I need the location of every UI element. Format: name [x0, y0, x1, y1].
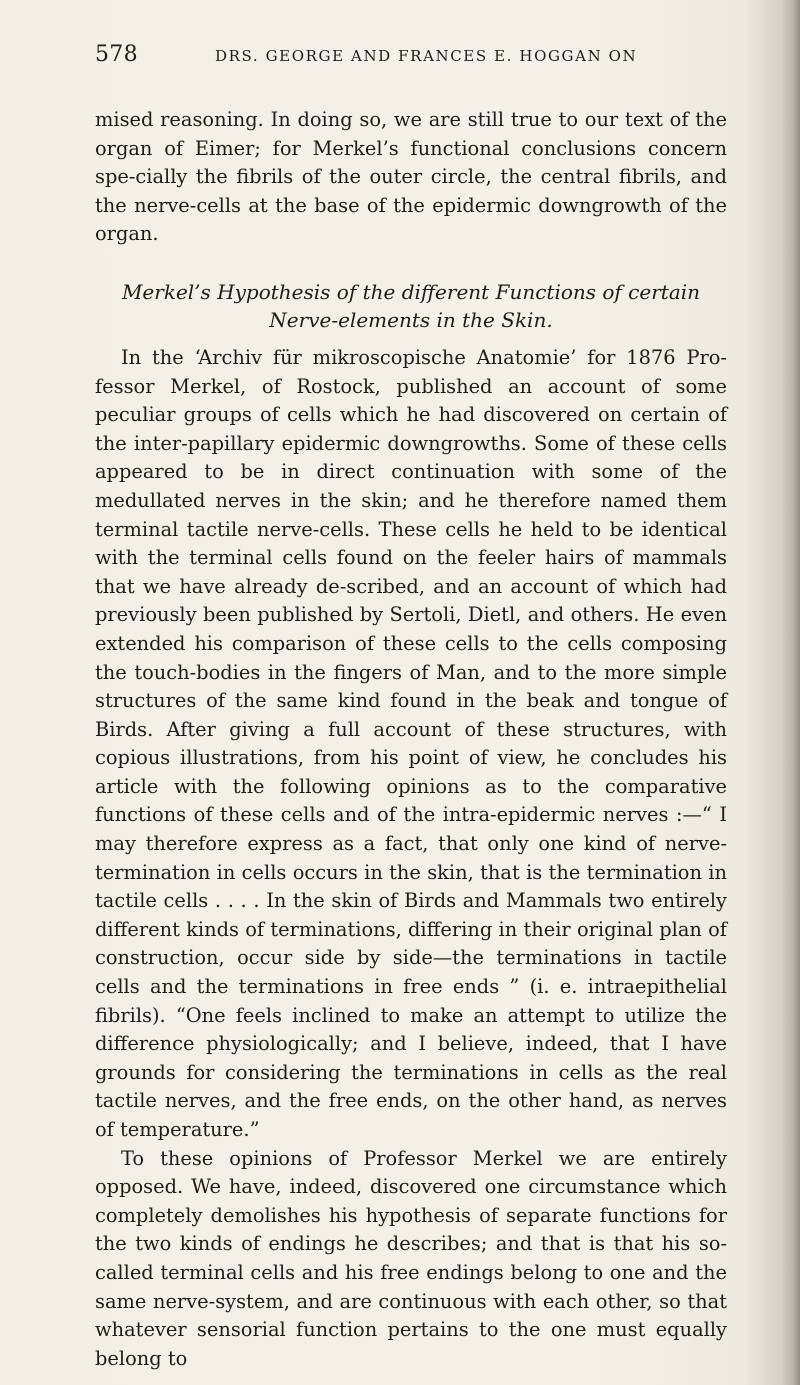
page-header: [95, 40, 725, 74]
page-edge-shadow: [782, 0, 800, 1385]
running-head: DRS. GEORGE AND FRANCES E. HOGGAN ON: [215, 47, 638, 65]
paragraph-merkel-archiv: In the ‘Archiv für mikroscopische Anatomie’ for 1876 Pro-fessor Merkel, of Rostock, published an account of some peculiar groups of cells which he had discovered on certain of the inter-papillary epidermic downgrowths. Some of these cells appeared to be in direct continuation with some of the medullated nerves in the skin; and he therefore named them terminal tactile nerve-cells. These cells he held to be identical with the terminal cells found on the feeler hairs of mammals that we have already de-scribed, and an account of which had previously been published by Sertoli, Dietl, and others. He even extended his comparison of these cells to the cells composing the touch-bodies in the fingers of Man, and to the more simple structures of the same kind found in the beak and tongue of Birds. After giving a full account of these structures, with copious illustrations, from his point of view, he concludes his article with the following opinions as to the comparative functions of these cells and of the intra-epidermic nerves :—“ I may therefore express as a fact, that only one kind of nerve-termination in cells occurs in the skin, that is the termination in tactile cells . . . . In the skin of Birds and Mammals two entirely different kinds of terminations, differing in their original plan of construction, occur side by side—the terminations in tactile cells and the terminations in free ends ” (i. e. intraepithelial fibrils). “One feels inclined to make an attempt to utilize the difference physiologically; and I believe, indeed, that I have grounds for considering the terminations in cells as the real tactile nerves, and the free ends, on the other hand, as nerves of temperature.”: [95, 345, 727, 1141]
section-heading: Merkel’s Hypothesis of the different Functions of certain Nerve-elements in the Skin.: [121, 279, 701, 332]
body-text: [95, 106, 727, 1373]
page-number: 578: [95, 42, 138, 67]
paragraph-continued: mised reasoning. In doing so, we are still true to our text of the organ of Eimer; for Merkel’s functional conclusions concern spe-cially the fibrils of the outer circle, the central fibrils, and the nerve-cells at the base of the epidermic downgrowth of the organ.: [95, 108, 727, 246]
paragraph-opposition: To these opinions of Professor Merkel we are entirely opposed. We have, indeed, discovered one circumstance which completely demolishes his hypothesis of separate functions for the two kinds of endings he describes; and that is that his so-called terminal cells and his free endings belong to one and the same nerve-system, and are continuous with each other, so that whatever sensorial function pertains to the one must equally belong to: [95, 1146, 727, 1370]
